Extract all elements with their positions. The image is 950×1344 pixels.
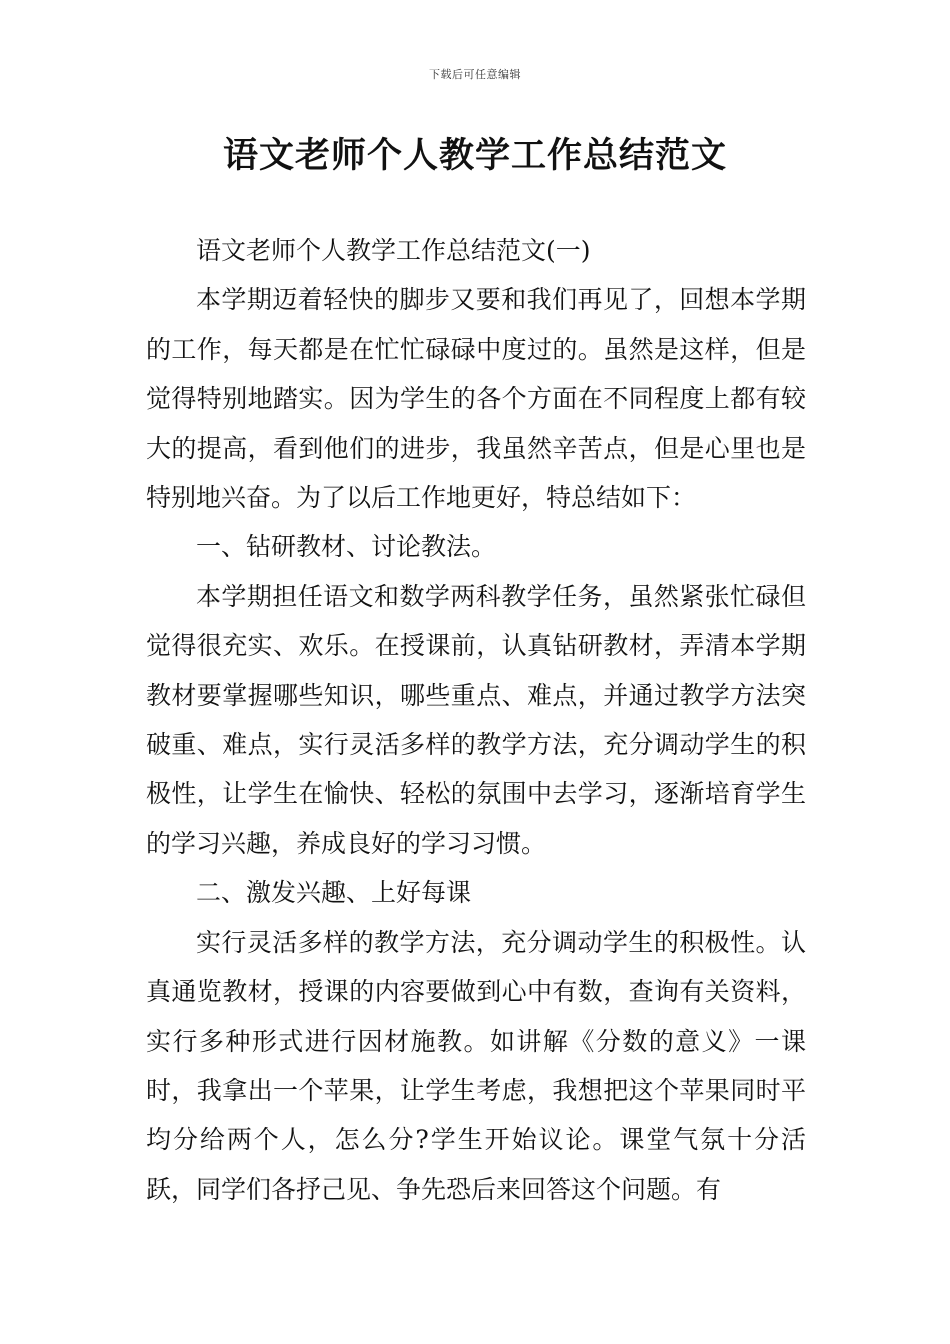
document-body [146, 226, 806, 1214]
header-note: 下载后可任意编辑 [429, 68, 521, 81]
paragraph-intro: 本学期迈着轻快的脚步又要和我们再见了，回想本学期的工作，每天都是在忙忙碌碌中度过的。虽然是这样，但是觉得特别地踏实。因为学生的各个方面在不同程度上都有较大的提高，看到他们的进步，我虽然辛苦点，但是心里也是特别地兴奋。为了以后工作地更好，特总结如下： [146, 285, 806, 513]
paragraph-heading-1: 一、钻研教材、讨论教法。 [196, 532, 497, 562]
paragraph-subtitle: 语文老师个人教学工作总结范文(一) [196, 236, 591, 265]
paragraph-section-2: 实行灵活多样的教学方法，充分调动学生的积极性。认真通览教材，授课的内容要做到心中有数，查询有关资料，实行多种形式进行因材施教。如讲解《分数的意义》一课时，我拿出一个苹果，让学生考虑，我想把这个苹果同时平均分给两个人，怎么分?学生开始议论。课堂气氛十分活跃，同学们各抒己见、争先恐后来回答这个问题。有 [146, 927, 806, 1204]
paragraph-heading-2: 二、激发兴趣、上好每课 [196, 878, 472, 908]
paragraph-section-1: 本学期担任语文和数学两科教学任务，虽然紧张忙碌但觉得很充实、欢乐。在授课前，认真钻研教材，弄清本学期教材要掌握哪些知识，哪些重点、难点，并通过教学方法突破重、难点，实行灵活多样的教学方法，充分调动学生的积极性，让学生在愉快、轻松的氛围中去学习，逐渐培育学生的学习兴趣，养成良好的学习习惯。 [146, 581, 806, 858]
document-title: 语文老师个人教学工作总结范文 [222, 135, 727, 176]
